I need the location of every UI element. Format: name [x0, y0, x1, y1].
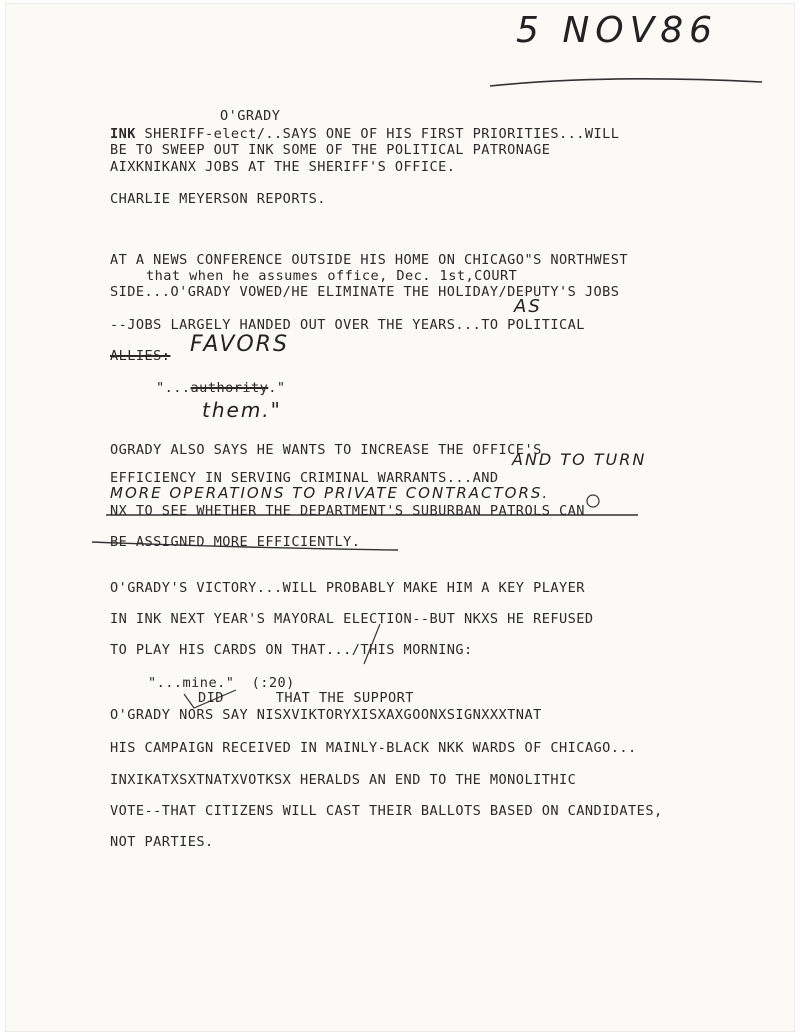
quote-line: "...mine." (:20): [148, 675, 295, 691]
script-line: AIXKNIKANX JOBS AT THE SHERIFF'S OFFICE.: [110, 159, 456, 175]
script-line: HIS CAMPAIGN RECEIVED IN MAINLY-BLACK NKK WARDS OF CHICAGO...: [110, 740, 637, 756]
quote-open: "...: [156, 380, 191, 396]
line-text: SHERIFF-elect/..SAYS ONE OF HIS FIRST PRIORITIES...WILL: [135, 126, 620, 142]
script-line: EFFICIENCY IN SERVING CRIMINAL WARRANTS...AND: [110, 470, 499, 486]
script-line: VOTE--THAT CITIZENS WILL CAST THEIR BALLOTS BASED ON CANDIDATES,: [110, 803, 663, 819]
script-line: IN INK NEXT YEAR'S MAYORAL ELECTION--BUT NKXS HE REFUSED: [110, 611, 594, 627]
script-line: SIDE...O'GRADY VOWED/HE ELIMINATE THE HOLIDAY/DEPUTY'S JOBS: [110, 284, 620, 300]
script-line: --JOBS LARGELY HANDED OUT OVER THE YEARS...TO POLITICAL: [110, 317, 585, 333]
struck-line: NX TO SEE WHETHER THE DEPARTMENT'S SUBURBAN PATROLS CAN: [110, 503, 585, 519]
handwritten-and-to-turn: AND TO TURN: [512, 450, 647, 469]
struck-word: authority: [190, 380, 269, 396]
script-line: O'GRADY NORS SAY NISXVIKTORYXISXAXGOONXSIGNXXXTNAT: [110, 707, 542, 723]
script-line: AT A NEWS CONFERENCE OUTSIDE HIS HOME ON CHICAGO"S NORTHWEST: [110, 252, 629, 268]
script-line: CHARLIE MEYERSON REPORTS.: [110, 191, 326, 207]
struck-line: BE ASSIGNED MORE EFFICIENTLY.: [110, 534, 361, 550]
struck-line: ALLIES:: [110, 348, 171, 364]
insert-ogrady: O'GRADY: [220, 108, 281, 124]
script-line: [110, 126, 619, 142]
struck-text: INK: [110, 126, 136, 142]
quote-line: [156, 380, 286, 396]
script-line: NOT PARTIES.: [110, 834, 214, 850]
handwritten-favors: FAVORS: [190, 332, 289, 357]
handwritten-as: AS: [514, 296, 542, 317]
handwritten-date: 5 NOV86: [516, 10, 719, 51]
script-line: TO PLAY HIS CARDS ON THAT.../THIS MORNING:: [110, 642, 473, 658]
script-line: INXIKATXSXTNATXVOTKSX HERALDS AN END TO THE MONOLITHIC: [110, 772, 577, 788]
inserted-phrase: DID THAT THE SUPPORT: [198, 690, 414, 706]
period-circle: [587, 495, 599, 507]
script-line: OGRADY ALSO SAYS HE WANTS TO INCREASE THE OFFICE'S: [110, 442, 542, 458]
handwritten-them: them.": [202, 398, 282, 422]
script-page: [6, 4, 794, 1031]
script-line: BE TO SWEEP OUT INK SOME OF THE POLITICAL PATRONAGE: [110, 142, 551, 158]
inserted-phrase: that when he assumes office, Dec. 1st,COURT: [146, 268, 518, 284]
script-line: O'GRADY'S VICTORY...WILL PROBABLY MAKE HIM A KEY PLAYER: [110, 580, 585, 596]
quote-close: .": [268, 380, 286, 396]
date-underline: [490, 79, 762, 86]
handwritten-insert: MORE OPERATIONS TO PRIVATE CONTRACTORS.: [110, 484, 550, 502]
